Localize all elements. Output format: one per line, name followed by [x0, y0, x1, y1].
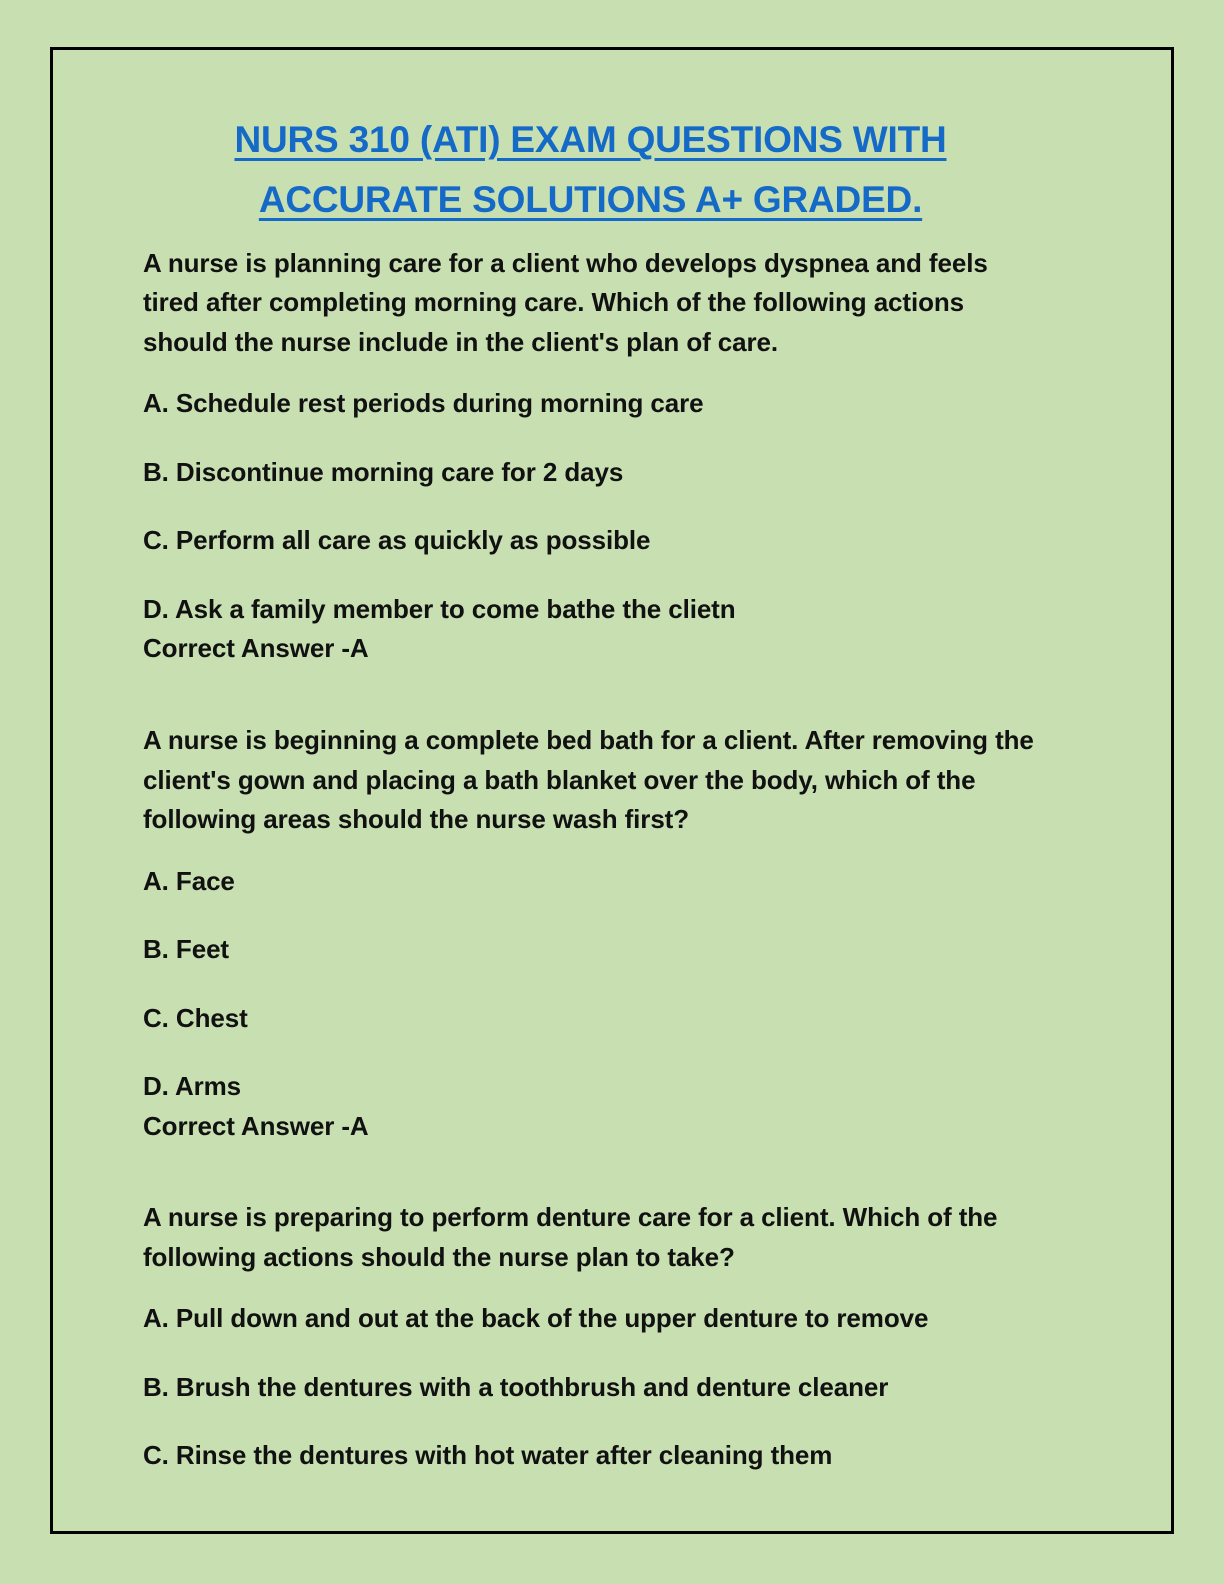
- page-title: [143, 110, 1038, 230]
- question-stem: A nurse is beginning a complete bed bath for a client. After removing the client's gown and placing a bath blanket over the body, which of the following areas should the nurse wash first?: [143, 725, 1034, 835]
- answer-option-a: A. Face: [143, 865, 235, 896]
- answer-option-c: C. Chest: [143, 1002, 248, 1033]
- question-stem: A nurse is planning care for a client who develops dyspnea and feels tired after completing morning care. Which of the following actions should the nurse include in the client's plan of care.: [143, 247, 988, 357]
- answer-option-b: B. Brush the dentures with a toothbrush and denture cleaner: [143, 1371, 889, 1402]
- correct-answer: Correct Answer -A: [143, 1110, 369, 1141]
- correct-answer: Correct Answer -A: [143, 633, 369, 664]
- question-block: [143, 1198, 1038, 1476]
- document-content: [143, 110, 1038, 1505]
- answer-option-c: C. Perform all care as quickly as possible: [143, 525, 651, 556]
- answer-option-a: A. Schedule rest periods during morning care: [143, 388, 704, 419]
- answer-option-d: D. Ask a family member to come bathe the clietn: [143, 593, 736, 624]
- answer-option-b: B. Discontinue morning care for 2 days: [143, 456, 624, 487]
- question-block: [143, 244, 1038, 669]
- answer-option-d: D. Arms: [143, 1071, 242, 1102]
- answer-option-a: A. Pull down and out at the back of the upper denture to remove: [143, 1303, 929, 1334]
- page-title-line-2: ACCURATE SOLUTIONS A+ GRADED.: [258, 178, 923, 220]
- answer-option-c: C. Rinse the dentures with hot water after cleaning them: [143, 1440, 833, 1471]
- page-title-line-1: NURS 310 (ATI) EXAM QUESTIONS WITH: [234, 119, 947, 160]
- question-stem: A nurse is preparing to perform denture care for a client. Which of the following actions should the nurse plan to take?: [143, 1202, 998, 1272]
- answer-option-b: B. Feet: [143, 934, 229, 965]
- document-page-border: [50, 47, 1174, 1534]
- question-block: [143, 721, 1038, 1146]
